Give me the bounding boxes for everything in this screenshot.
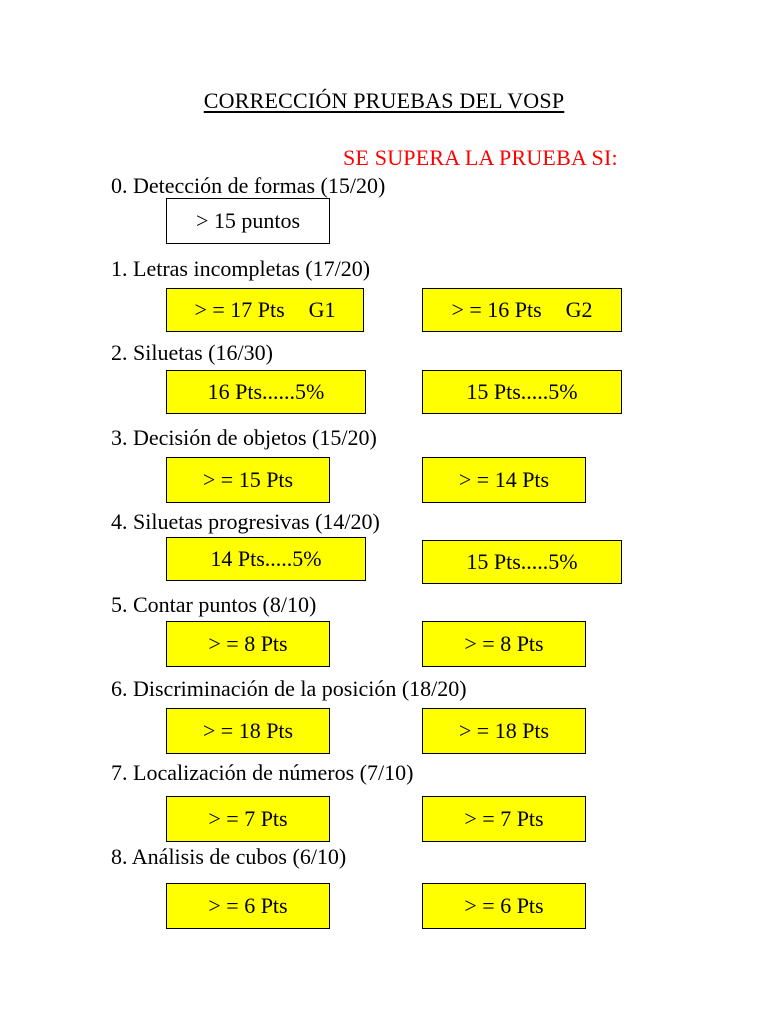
criterion-text: > = 18 Pts	[202, 718, 294, 743]
criterion-box-8-b	[422, 883, 586, 929]
criterion-text: > = 18 Pts	[458, 718, 550, 743]
criterion-box-7-a	[166, 796, 330, 842]
criterion-box-1-b	[422, 288, 622, 332]
criterion-text: > = 17 Pts	[194, 297, 285, 322]
criterion-box-8-a	[166, 883, 330, 929]
criterion-text: > = 15 Pts	[202, 467, 294, 492]
criterion-text: > = 6 Pts	[464, 893, 544, 918]
test-heading-2: 2. Siluetas (16/30)	[111, 340, 273, 365]
criterion-box-3-a	[166, 457, 330, 503]
pass-criteria-label: SE SUPERA LA PRUEBA SI:	[343, 145, 618, 170]
criterion-text: > = 8 Pts	[208, 631, 288, 656]
test-heading-3: 3. Decisión de objetos (15/20)	[111, 425, 377, 450]
criterion-text: > = 6 Pts	[208, 893, 288, 918]
criterion-text: > = 8 Pts	[464, 631, 544, 656]
group-label: G1	[308, 297, 336, 322]
criterion-box-2-a	[166, 370, 366, 414]
criterion-text: > = 7 Pts	[208, 806, 288, 831]
criterion-text: > 15 puntos	[195, 208, 301, 233]
criterion-text: > = 7 Pts	[464, 806, 544, 831]
criterion-text: > = 16 Pts	[451, 297, 542, 322]
test-heading-8: 8. Análisis de cubos (6/10)	[111, 844, 347, 869]
criterion-box-1-a	[166, 288, 364, 332]
criterion-text: 16 Pts......5%	[207, 379, 325, 404]
group-label: G2	[565, 297, 593, 322]
criterion-box-5-a	[166, 621, 330, 667]
criterion-text: 15 Pts.....5%	[466, 379, 578, 404]
criterion-box-2-b	[422, 370, 622, 414]
test-heading-1: 1. Letras incompletas (17/20)	[111, 256, 371, 281]
criterion-box-4-a	[166, 537, 366, 581]
criterion-box-5-b	[422, 621, 586, 667]
document-title: CORRECCIÓN PRUEBAS DEL VOSP	[203, 88, 565, 113]
criterion-box-7-b	[422, 796, 586, 842]
criterion-box-0-a	[166, 198, 330, 244]
test-heading-4: 4. Siluetas progresivas (14/20)	[111, 509, 380, 534]
criterion-text: 15 Pts.....5%	[466, 549, 578, 574]
test-heading-6: 6. Discriminación de la posición (18/20)	[111, 676, 467, 701]
criterion-box-3-b	[422, 457, 586, 503]
test-heading-0: 0. Detección de formas (15/20)	[111, 173, 386, 198]
criterion-box-6-a	[166, 708, 330, 754]
criterion-box-4-b	[422, 540, 622, 584]
criterion-text: 14 Pts.....5%	[210, 546, 322, 571]
criterion-text: > = 14 Pts	[458, 467, 550, 492]
test-heading-7: 7. Localización de números (7/10)	[111, 760, 414, 785]
criterion-box-6-b	[422, 708, 586, 754]
test-heading-5: 5. Contar puntos (8/10)	[111, 592, 317, 617]
